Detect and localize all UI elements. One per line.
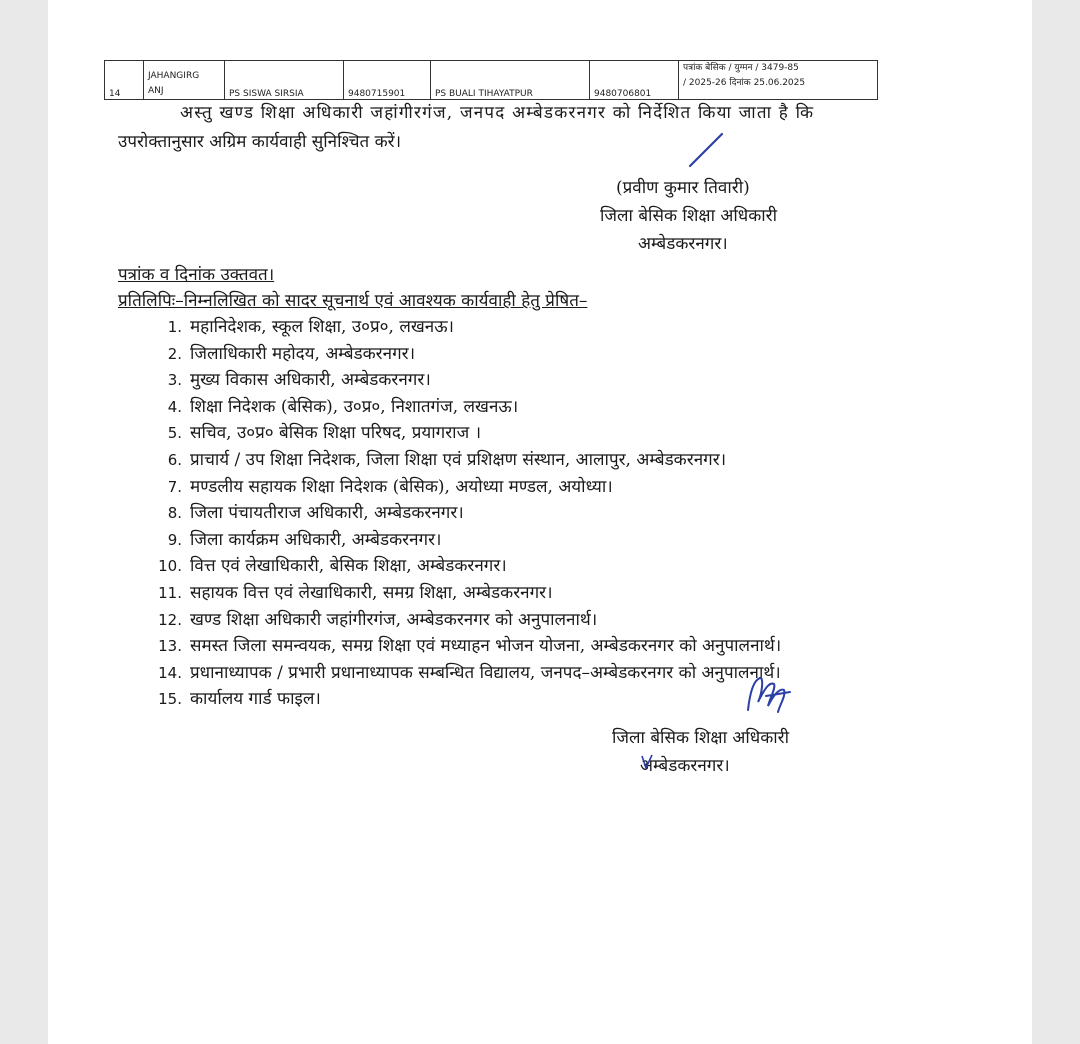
list-item-text: शिक्षा निदेशक (बेसिक), उ०प्र०, निशातगंज, लखनऊ।	[190, 396, 519, 417]
table-row	[105, 61, 878, 100]
list-item-text: सहायक वित्त एवं लेखाधिकारी, समग्र शिक्षा, अम्बेडकरनगर।	[190, 582, 553, 603]
list-item-number: 1.	[167, 318, 182, 336]
list-item	[152, 660, 781, 687]
list-item	[152, 527, 781, 554]
list-item-text: खण्ड शिक्षा अधिकारी जहांगीरगंज, अम्बेडकरनगर को अनुपालनार्थ।	[190, 609, 598, 630]
handwritten-signature-icon	[740, 672, 800, 718]
list-item-number: 2.	[167, 344, 182, 363]
list-item-text: मण्डलीय सहायक शिक्षा निदेशक (बेसिक), अयोध्या मण्डल, अयोध्या।	[190, 476, 613, 497]
list-item	[152, 447, 781, 474]
list-item-text: जिला कार्यक्रम अधिकारी, अम्बेडकरनगर।	[190, 529, 442, 550]
signatory-name: (प्रवीण कुमार तिवारी)	[616, 178, 750, 198]
list-item-text: प्राचार्य / उप शिक्षा निदेशक, जिला शिक्षा एवं प्रशिक्षण संस्थान, आलापुर, अम्बेडकरनगर।	[190, 449, 727, 470]
list-item-text: जिलाधिकारी महोदय, अम्बेडकरनगर।	[190, 343, 416, 364]
list-item	[152, 314, 781, 341]
list-item-number: 7.	[167, 477, 182, 496]
signature-stroke-icon	[686, 130, 726, 170]
list-item-number: 5.	[167, 424, 182, 443]
copy-heading: प्रतिलिपिः–निम्नलिखित को सादर सूचनार्थ एवं आवश्यक कार्यवाही हेतु प्रेषित–	[118, 291, 588, 311]
final-signatory-designation: जिला बेसिक शिक्षा अधिकारी	[612, 728, 790, 748]
list-item-number: 8.	[167, 504, 182, 523]
list-item-number: 9.	[167, 530, 182, 549]
reference-line-1: पत्रांक बेसिक / युग्मन / 3479-85	[683, 63, 799, 73]
block-line-2: ANJ	[148, 86, 164, 96]
reference-line: पत्रांक व दिनांक उक्तवत।	[118, 265, 275, 285]
list-item-text: सचिव, उ०प्र० बेसिक शिक्षा परिषद, प्रयागराज ।	[190, 423, 482, 444]
signatory-place: अम्बेडकरनगर।	[638, 234, 728, 254]
list-item	[152, 580, 781, 607]
cell-to-phone: 9480706801	[590, 61, 679, 100]
list-item	[152, 394, 781, 421]
list-item	[152, 633, 781, 660]
initial-mark-icon	[640, 753, 654, 771]
list-item-number: 12.	[158, 610, 182, 629]
body-line-1: अस्तु खण्ड शिक्षा अधिकारी जहांगीरगंज, जनपद अम्बेडकरनगर को निर्देशित किया जाता है कि	[180, 103, 815, 123]
list-item-number: 13.	[158, 637, 182, 656]
list-item-number: 14.	[158, 663, 182, 682]
list-item-number: 4.	[167, 397, 182, 416]
list-item-text: प्रधानाध्यापक / प्रभारी प्रधानाध्यापक सम्बन्धित विद्यालय, जनपद–अम्बेडकरनगर को अनुपालनार्थ।	[190, 662, 781, 683]
list-item-number: 3.	[167, 371, 182, 390]
list-item-number: 6.	[167, 450, 182, 469]
list-item-text: वित्त एवं लेखाधिकारी, बेसिक शिक्षा, अम्बेडकरनगर।	[190, 556, 507, 577]
cell-to-school: PS BUALI TIHAYATPUR	[431, 61, 590, 100]
list-item	[152, 607, 781, 634]
cell-block	[144, 61, 225, 100]
list-item	[152, 341, 781, 368]
list-item-number: 15.	[158, 690, 182, 709]
body-line-2: उपरोक्तानुसार अग्रिम कार्यवाही सुनिश्चित करें।	[118, 132, 402, 152]
list-item-text: जिला पंचायतीराज अधिकारी, अम्बेडकरनगर।	[190, 503, 464, 524]
list-item-text: समस्त जिला समन्वयक, समग्र शिक्षा एवं मध्याहन भोजन योजना, अम्बेडकरनगर को अनुपालनार्थ।	[190, 636, 782, 657]
list-item-text: मुख्य विकास अधिकारी, अम्बेडकरनगर।	[190, 370, 431, 391]
list-item	[152, 474, 781, 501]
final-signatory-place: अम्बेडकरनगर।	[640, 756, 730, 776]
cell-from-school: PS SISWA SIRSIA	[225, 61, 344, 100]
list-item	[152, 500, 781, 527]
signatory-designation: जिला बेसिक शिक्षा अधिकारी	[600, 206, 778, 226]
list-item-number: 10.	[158, 557, 182, 576]
list-item	[152, 686, 781, 713]
list-item	[152, 553, 781, 580]
copy-list	[152, 314, 781, 713]
transfer-table	[104, 60, 878, 100]
cell-serial: 14	[105, 61, 144, 100]
reference-line-2: / 2025-26 दिनांक 25.06.2025	[683, 78, 806, 88]
list-item	[152, 367, 781, 394]
cell-reference	[679, 61, 878, 100]
list-item-number: 11.	[158, 583, 182, 602]
list-item	[152, 420, 781, 447]
block-line-1: JAHANGIRG	[148, 71, 200, 81]
cell-from-phone: 9480715901	[344, 61, 431, 100]
list-item-text: महानिदेशक, स्कूल शिक्षा, उ०प्र०, लखनऊ।	[190, 317, 454, 337]
list-item-text: कार्यालय गार्ड फाइल।	[190, 689, 321, 710]
